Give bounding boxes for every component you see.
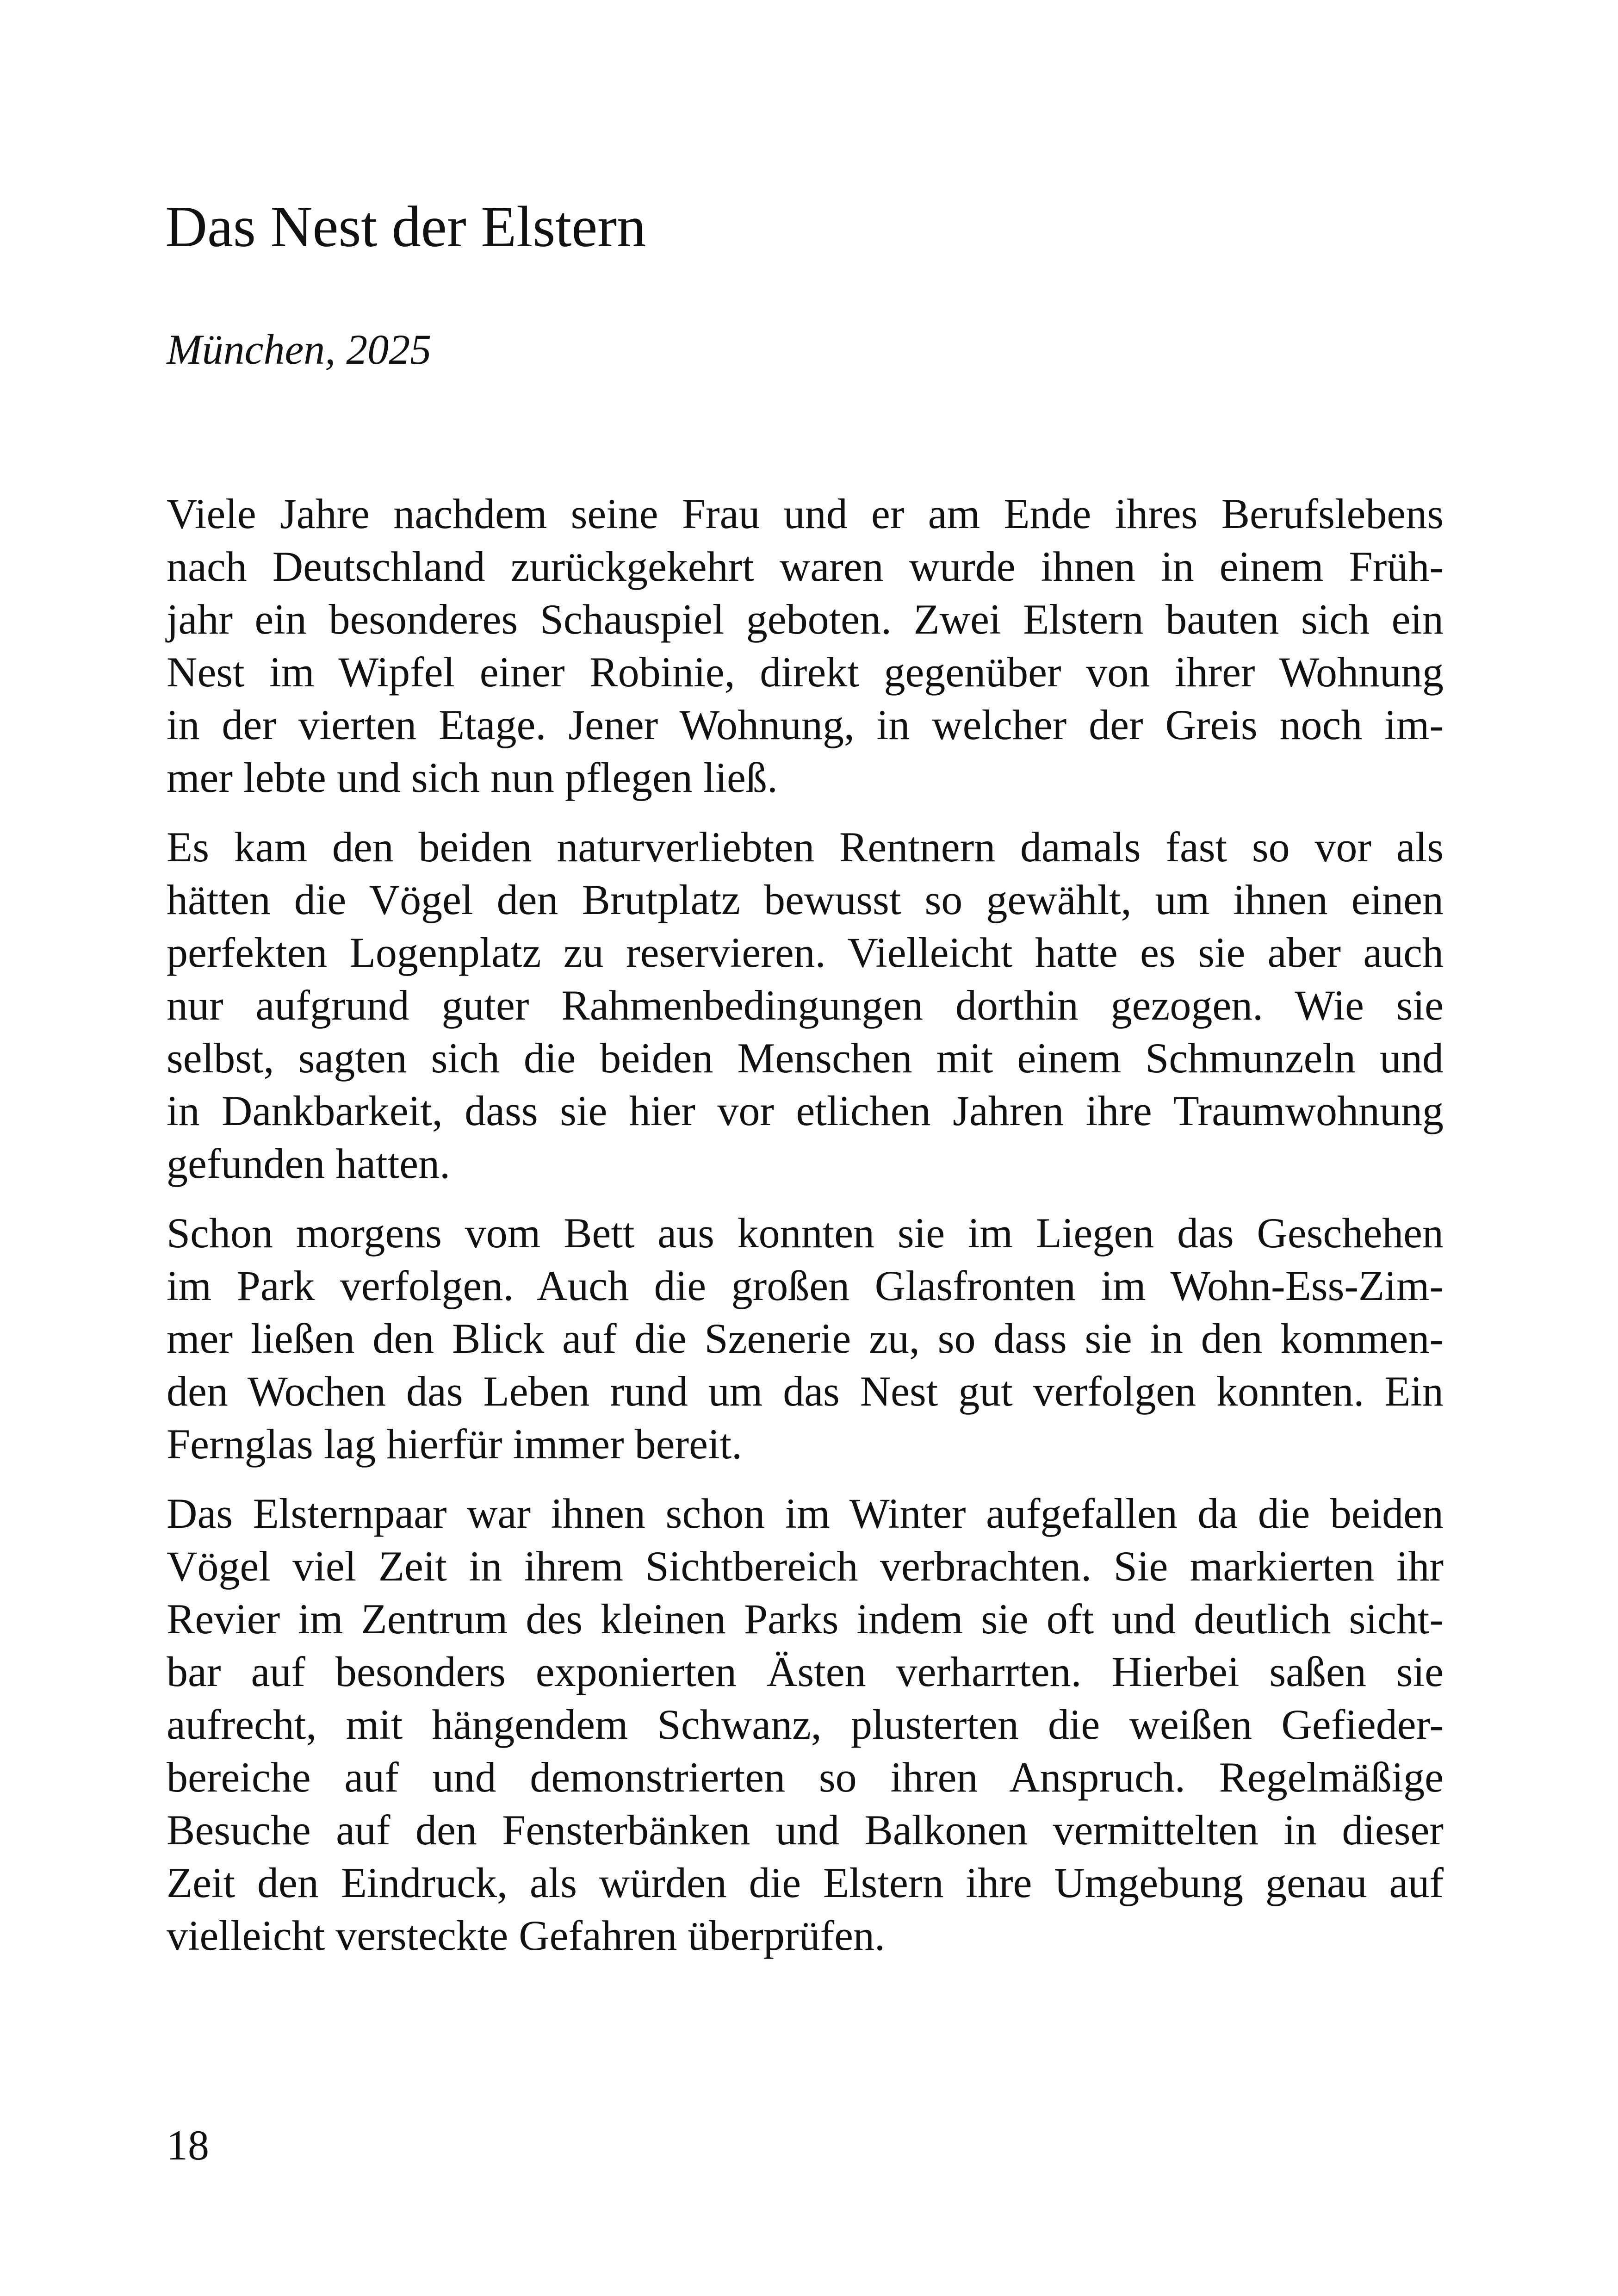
- paragraph: [167, 1487, 1444, 1962]
- chapter-title: Das Nest der Elstern: [165, 195, 646, 259]
- text-line: selbst, sagten sich die beiden Menschen mit einem Schmunzeln und: [167, 1034, 1444, 1082]
- text-line: nach Deutschland zurückgekehrt waren wurde ihnen in einem Früh-: [167, 543, 1444, 590]
- text-line: Vögel viel Zeit in ihrem Sichtbereich verbrachten. Sie markierten ihr: [167, 1543, 1444, 1590]
- text-line: perfekten Logenplatz zu reservieren. Vielleicht hatte es sie aber auch: [167, 929, 1444, 976]
- text-line: Schon morgens vom Bett aus konnten sie im Liegen das Geschehen: [167, 1209, 1444, 1257]
- paragraph: [167, 821, 1444, 1190]
- text-line: bereiche auf und demonstrierten so ihren Anspruch. Regelmäßige: [167, 1754, 1444, 1801]
- text-line: aufrecht, mit hängendem Schwanz, plusterten die weißen Gefieder-: [167, 1701, 1444, 1748]
- text-line: mer lebte und sich nun pflegen ließ.: [167, 754, 778, 801]
- text-line: den Wochen das Leben rund um das Nest gut verfolgen konnten. Ein: [167, 1368, 1444, 1415]
- paragraph: [167, 487, 1444, 804]
- text-line: mer ließen den Blick auf die Szenerie zu, so dass sie in den kommen-: [167, 1315, 1444, 1362]
- text-line: in Dankbarkeit, dass sie hier vor etlichen Jahren ihre Traumwohnung: [167, 1087, 1444, 1134]
- text-line: Nest im Wipfel einer Robinie, direkt gegenüber von ihrer Wohnung: [167, 648, 1444, 696]
- text-line: Das Elsternpaar war ihnen schon im Winter aufgefallen da die beiden: [167, 1490, 1444, 1537]
- body-text: [167, 487, 1444, 1979]
- text-line: jahr ein besonderes Schauspiel geboten. Zwei Elstern bauten sich ein: [167, 596, 1444, 643]
- chapter-subtitle-place-date: München, 2025: [167, 326, 432, 373]
- text-line: gefunden hatten.: [167, 1140, 451, 1187]
- text-line: in der vierten Etage. Jener Wohnung, in welcher der Greis noch im-: [167, 701, 1444, 748]
- text-line: nur aufgrund guter Rahmenbedingungen dorthin gezogen. Wie sie: [167, 982, 1444, 1029]
- text-line: Besuche auf den Fensterbänken und Balkonen vermittelten in dieser: [167, 1806, 1444, 1854]
- text-line: Fernglas lag hierfür immer bereit.: [167, 1420, 743, 1468]
- text-line: Revier im Zentrum des kleinen Parks indem sie oft und deutlich sicht-: [167, 1595, 1444, 1643]
- text-line: Viele Jahre nachdem seine Frau und er am Ende ihres Berufslebens: [167, 490, 1444, 537]
- page-number: 18: [167, 2122, 209, 2169]
- text-line: Es kam den beiden naturverliebten Rentnern damals fast so vor als: [167, 823, 1444, 871]
- text-line: im Park verfolgen. Auch die großen Glasfronten im Wohn-Ess-Zim-: [167, 1262, 1444, 1309]
- text-line: vielleicht versteckte Gefahren überprüfen.: [167, 1912, 885, 1959]
- paragraph: [167, 1207, 1444, 1470]
- text-line: Zeit den Eindruck, als würden die Elstern ihre Umgebung genau auf: [167, 1859, 1444, 1906]
- text-line: hätten die Vögel den Brutplatz bewusst so gewählt, um ihnen einen: [167, 876, 1444, 923]
- text-line: bar auf besonders exponierten Ästen verharrten. Hierbei saßen sie: [167, 1648, 1444, 1695]
